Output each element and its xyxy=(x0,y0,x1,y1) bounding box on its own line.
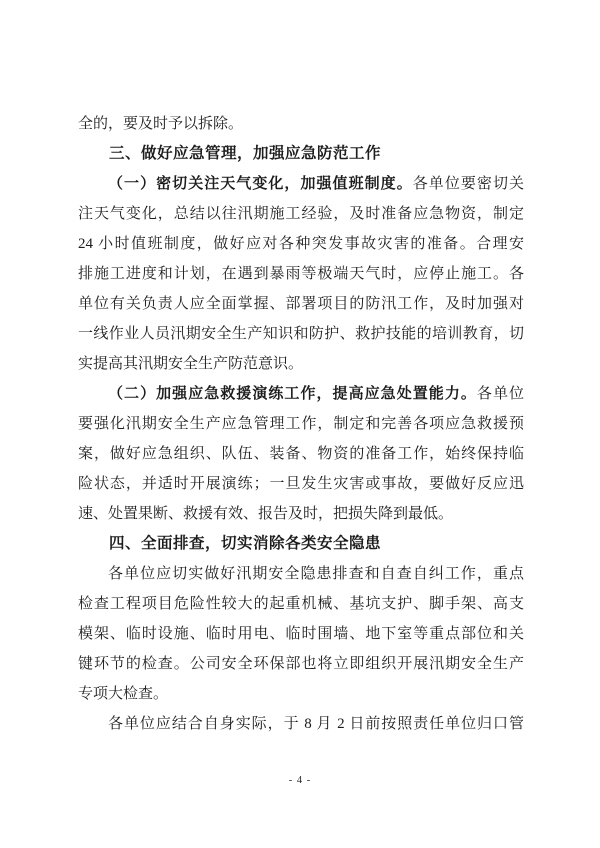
paragraph-text: 各单位要密切关 xyxy=(412,176,524,192)
paragraph-line: 单位有关负责人应全面掌握、部署项目的防汛工作，及时加强对 xyxy=(78,296,524,312)
paragraph-line: 各单位应结合自身实际，于 8 月 2 日前按照责任单位归口管 xyxy=(108,716,524,732)
subsection-lead-1: （一）密切关注天气变化，加强值班制度。 xyxy=(108,176,413,192)
paragraph-line xyxy=(78,379,524,409)
paragraph-line: 检查工程项目危险性较大的起重机械、基坑支护、脚手架、高支 xyxy=(78,596,524,612)
paragraph-line: 键环节的检查。公司安全环保部也将立即组织开展汛期安全生产 xyxy=(78,656,524,672)
paragraph-line: 专项大检查。 xyxy=(78,686,169,702)
paragraph-line: 24 小时值班制度，做好应对各种突发事故灾害的准备。合理安 xyxy=(78,236,524,252)
paragraph-line: 险状态，并适时开展演练；一旦发生灾害或事故，要做好反应迅 xyxy=(78,476,524,492)
subsection-lead-2: （二）加强应急救援演练工作，提高应急处置能力。 xyxy=(108,386,477,402)
paragraph-line: 各单位应切实做好汛期安全隐患排查和自查自纠工作，重点 xyxy=(108,566,524,582)
paragraph-line xyxy=(78,169,524,199)
paragraph-line: 全的，要及时予以拆除。 xyxy=(78,116,244,132)
paragraph-text: 各单位 xyxy=(476,386,524,402)
document-body xyxy=(78,109,524,739)
paragraph-line: 要强化汛期安全生产应急管理工作，制定和完善各项应急救援预 xyxy=(78,416,524,432)
paragraph-line: 案，做好应急组织、队伍、装备、物资的准备工作，始终保持临 xyxy=(78,446,524,462)
paragraph-line: 模架、临时设施、临时用电、临时围墙、地下室等重点部位和关 xyxy=(78,626,524,642)
section-heading-4: 四、全面排查，切实消除各类安全隐患 xyxy=(109,535,382,552)
page-number: - 4 - xyxy=(288,775,312,786)
paragraph-line: 实提高其汛期安全生产防范意识。 xyxy=(78,356,304,372)
paragraph-line: 排施工进度和计划，在遇到暴雨等极端天气时，应停止施工。各 xyxy=(78,266,524,282)
section-heading-3: 三、做好应急管理，加强应急防范工作 xyxy=(109,145,382,162)
paragraph-line: 速、处置果断、救援有效、报告及时，把损失降到最低。 xyxy=(78,506,454,522)
paragraph-line: 一线作业人员汛期安全生产知识和防护、救护技能的培训教育，切 xyxy=(78,326,524,342)
paragraph-line: 注天气变化，总结以往汛期施工经验，及时准备应急物资，制定 xyxy=(78,206,524,222)
